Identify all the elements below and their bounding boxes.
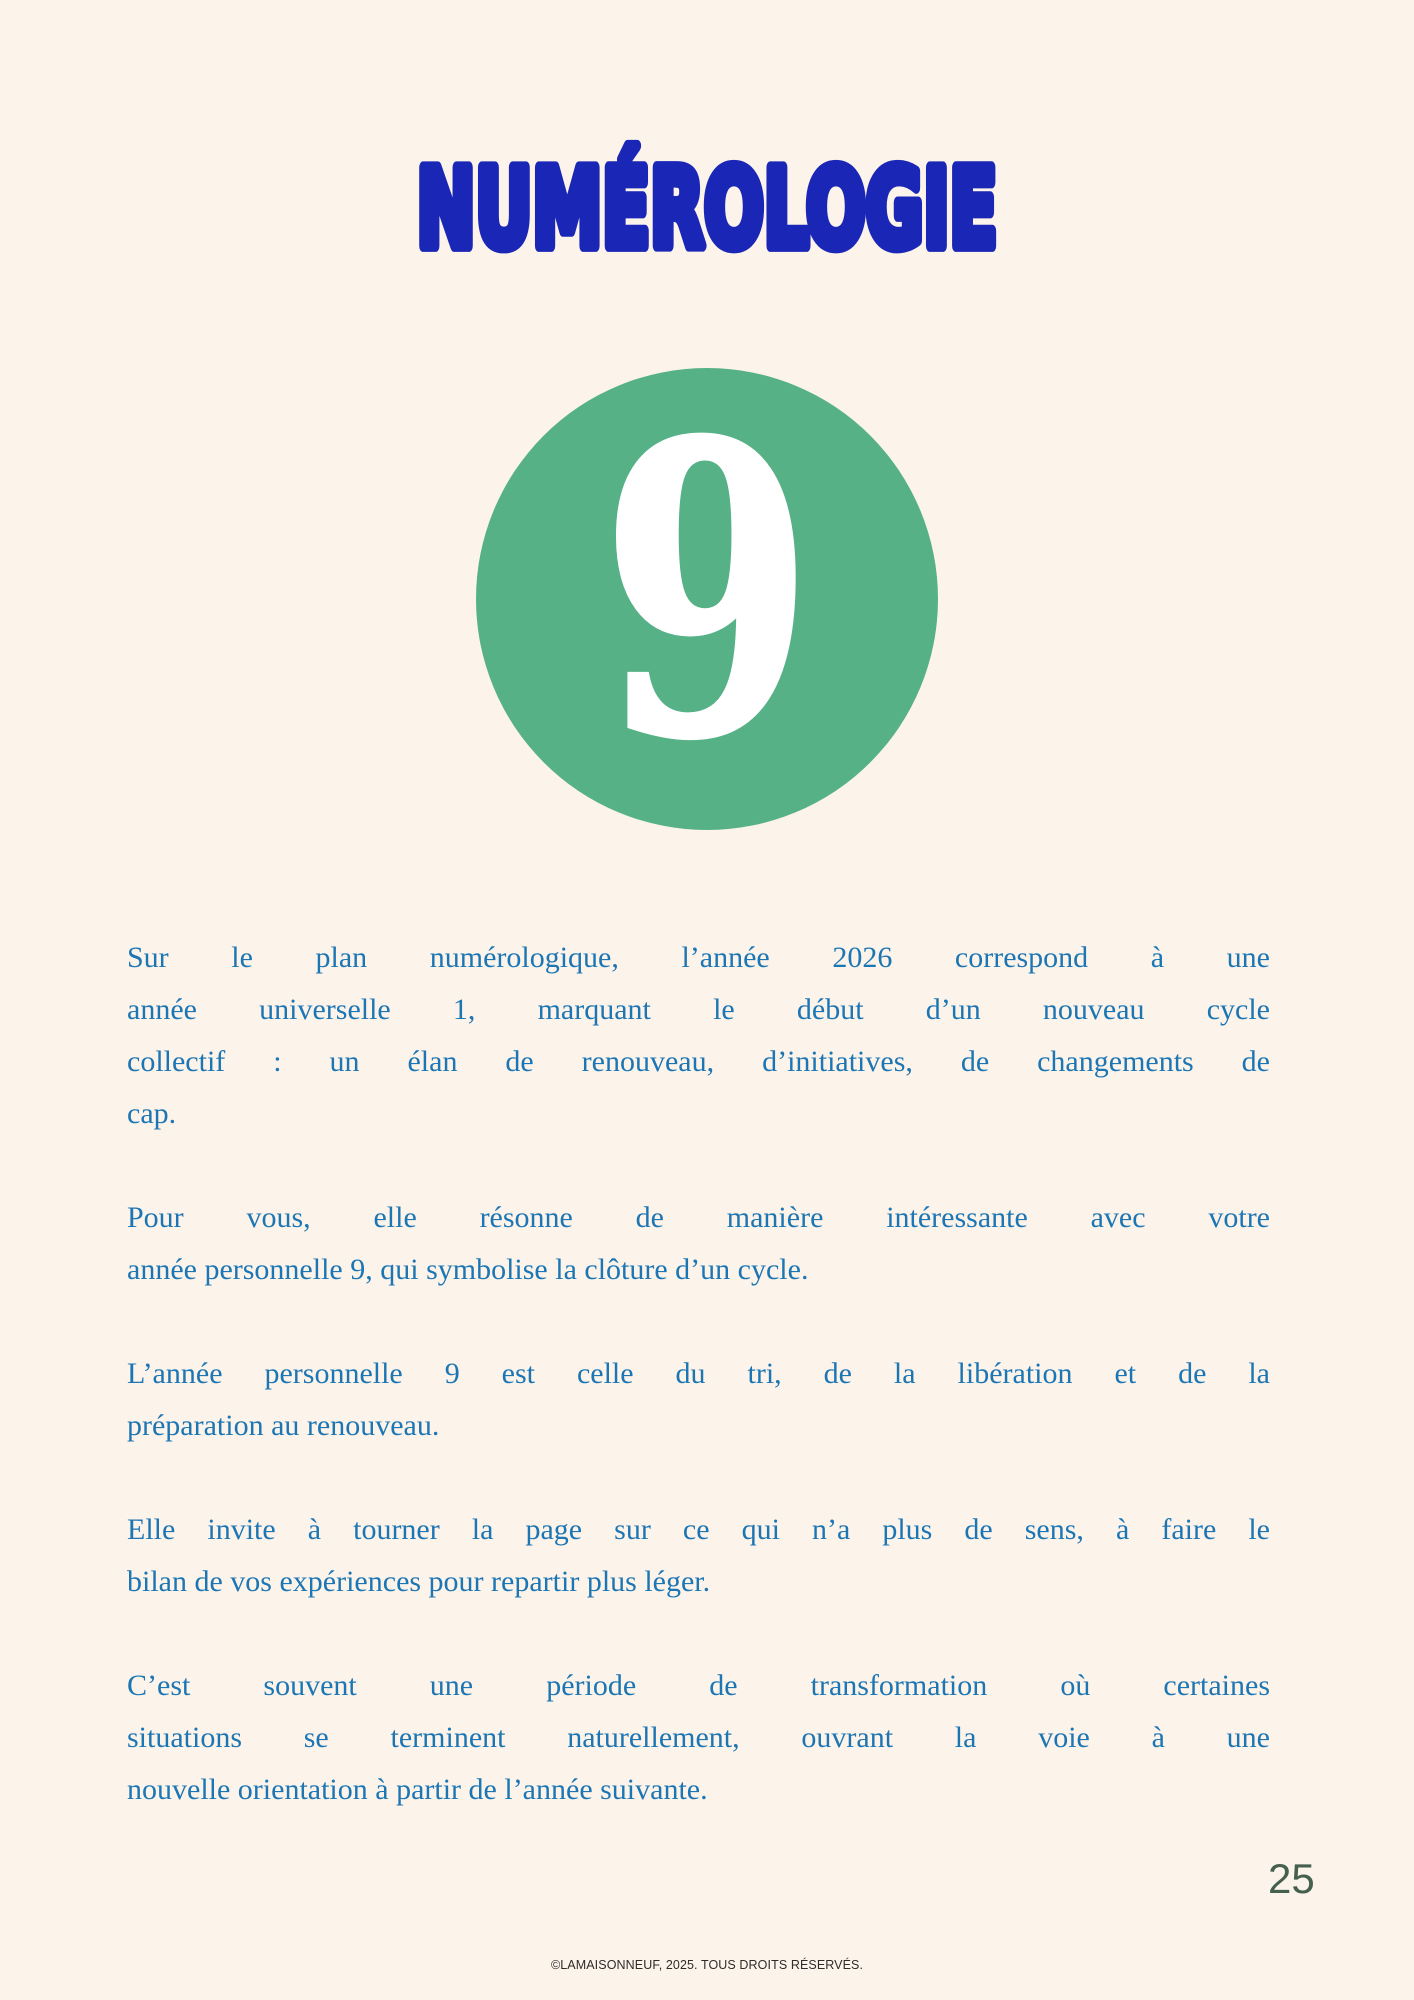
number-badge-circle: [476, 357, 938, 830]
paragraph-line: bilan de vos expériences pour repartir plus léger.: [127, 1565, 711, 1598]
paragraph-line: Pour vous, elle résonne de manière intéressante avec votre: [127, 1201, 1270, 1234]
paragraph: [127, 1192, 1270, 1296]
body-text: [127, 932, 1270, 1868]
paragraph-line: année universelle 1, marquant le début d’un nouveau cycle: [127, 993, 1270, 1026]
paragraph-line: situations se terminent naturellement, ouvrant la voie à une: [127, 1721, 1270, 1754]
page-number: 25: [1268, 1855, 1315, 1902]
paragraph: [127, 1348, 1270, 1452]
paragraph-line: Sur le plan numérologique, l’année 2026 correspond à une: [127, 941, 1270, 974]
paragraph-line: nouvelle orientation à partir de l’année suivante.: [127, 1773, 708, 1806]
paragraph: [127, 932, 1270, 1140]
personal-year-number: 9: [601, 357, 813, 827]
paragraph: [127, 1660, 1270, 1816]
paragraph-line: collectif : un élan de renouveau, d’initiatives, de changements de: [127, 1045, 1270, 1078]
paragraph-line: année personnelle 9, qui symbolise la clôture d’un cycle.: [127, 1253, 809, 1286]
page-title: NUMÉROLOGIE: [416, 146, 998, 273]
paragraph: [127, 1504, 1270, 1608]
paragraph-line: Elle invite à tourner la page sur ce qui n’a plus de sens, à faire le: [127, 1513, 1270, 1546]
paragraph-line: L’année personnelle 9 est celle du tri, de la libération et de la: [127, 1357, 1270, 1390]
title-container: [0, 0, 1414, 300]
paragraph-line: préparation au renouveau.: [127, 1409, 440, 1442]
paragraph-line: cap.: [127, 1097, 177, 1130]
paragraph-line: C’est souvent une période de transformation où certaines: [127, 1669, 1270, 1702]
footer-copyright: ©LAMAISONNEUF, 2025. TOUS DROITS RÉSERVÉS.: [550, 1958, 864, 1972]
